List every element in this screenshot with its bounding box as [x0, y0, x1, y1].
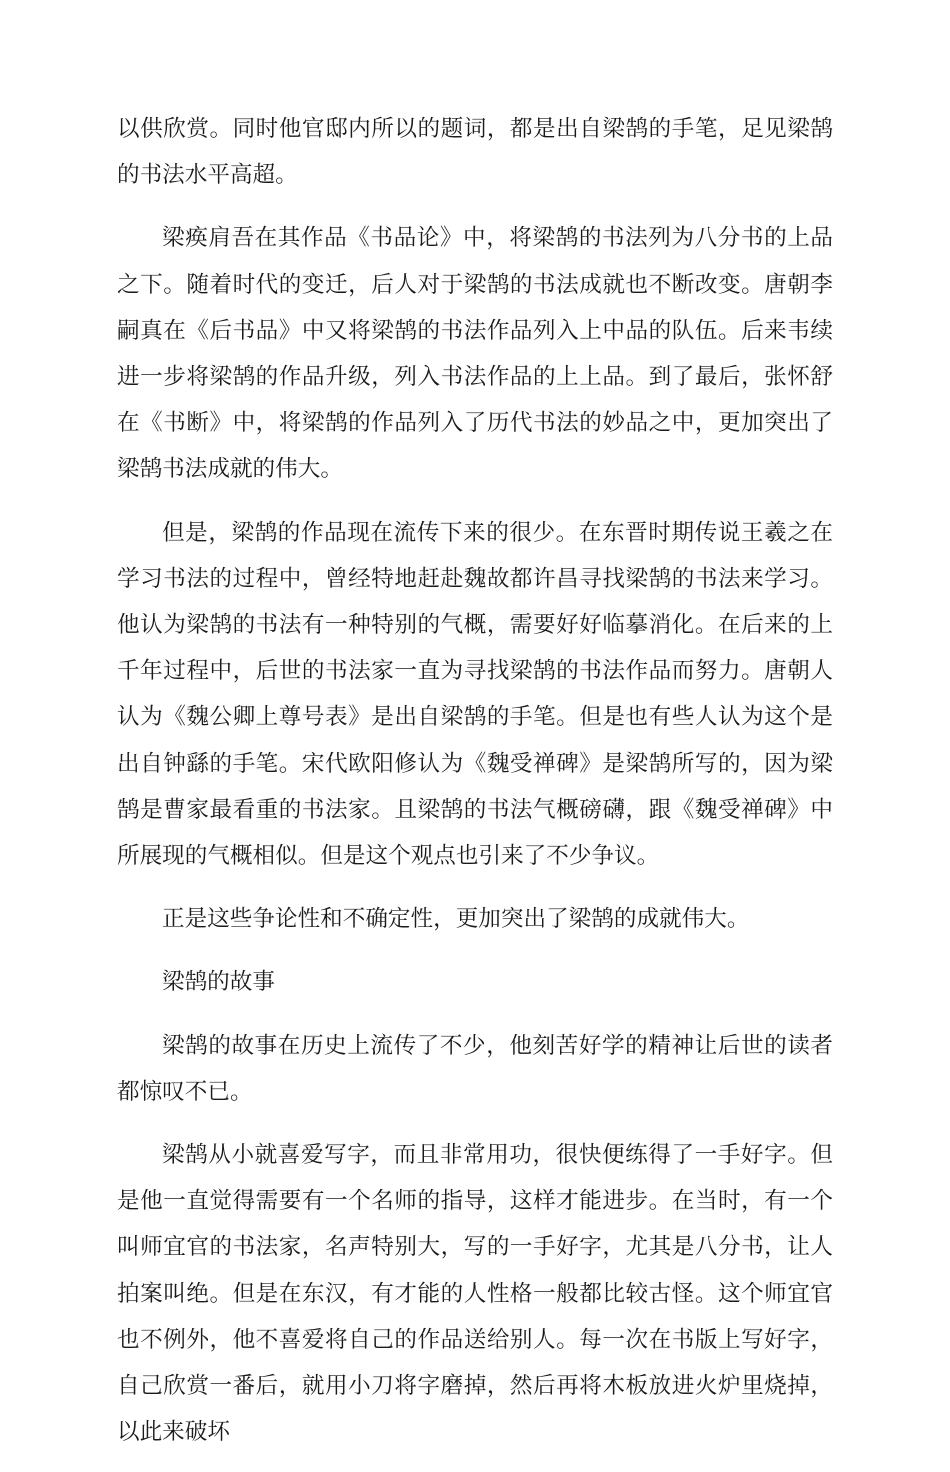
paragraph-controversy: 正是这些争论性和不确定性，更加突出了梁鹄的成就伟大。 [162, 906, 750, 933]
paragraph-story-body: 梁鹄从小就喜爱写字，而且非常用功，很快便练得了一手好字。但是他一直觉得需要有一个名师的指导，这样才能进步。在当时，有一个叫师宜官的书法家，名声特别大，写的一手好字，尤其是八分书，让人拍案叫绝。但是在东汉，有才能的人性格一般都比较古怪。这个师宜官也不例外，他不喜爱将自己的作品送给别人。每一次在书版上写好字，自己欣赏一番后，就用小刀将字磨掉，然后再将木板放进火炉里烧掉，以此来破坏 [117, 1142, 833, 1446]
paragraph-surviving-works: 但是，梁鹄的作品现在流传下来的很少。在东晋时期传说王羲之在学习书法的过程中，曾经特地赶赴魏故都许昌寻找梁鹄的书法来学习。他认为梁鹄的书法有一种特别的气概，需要好好临摹消化。在后来的上千年过程中，后世的书法家一直为寻找梁鹄的书法作品而努力。唐朝人认为《魏公卿上尊号表》是出自梁鹄的手笔。但是也有些人认为这个是出自钟繇的手笔。宋代欧阳修认为《魏受禅碑》是梁鹄所写的，因为梁鹄是曹家最看重的书法家。且梁鹄的书法气概磅礴，跟《魏受禅碑》中所展现的气概相似。但是这个观点也引来了不少争议。 [117, 519, 833, 870]
section-heading-story: 梁鹄的故事 [162, 969, 275, 996]
paragraph-continuation: 以供欣赏。同时他官邸内所以的题词，都是出自梁鹄的手笔，足见梁鹄的书法水平高超。 [117, 116, 833, 189]
paragraph-rankings: 梁痪肩吾在其作品《书品论》中，将梁鹄的书法列为八分书的上品之下。随着时代的变迁，后人对于梁鹄的书法成就也不断改变。唐朝李嗣真在《后书品》中又将梁鹄的书法作品列入上中品的队伍。后来韦续进一步将梁鹄的作品升级，列入书法作品的上上品。到了最后，张怀舒在《书断》中，将梁鹄的作品列入了历代书法的妙品之中，更加突出了梁鹄书法成就的伟大。 [117, 225, 833, 483]
paragraph-story-intro: 梁鹄的故事在历史上流传了不少，他刻苦好学的精神让后世的读者都惊叹不已。 [117, 1032, 833, 1105]
document-body [117, 106, 833, 1472]
